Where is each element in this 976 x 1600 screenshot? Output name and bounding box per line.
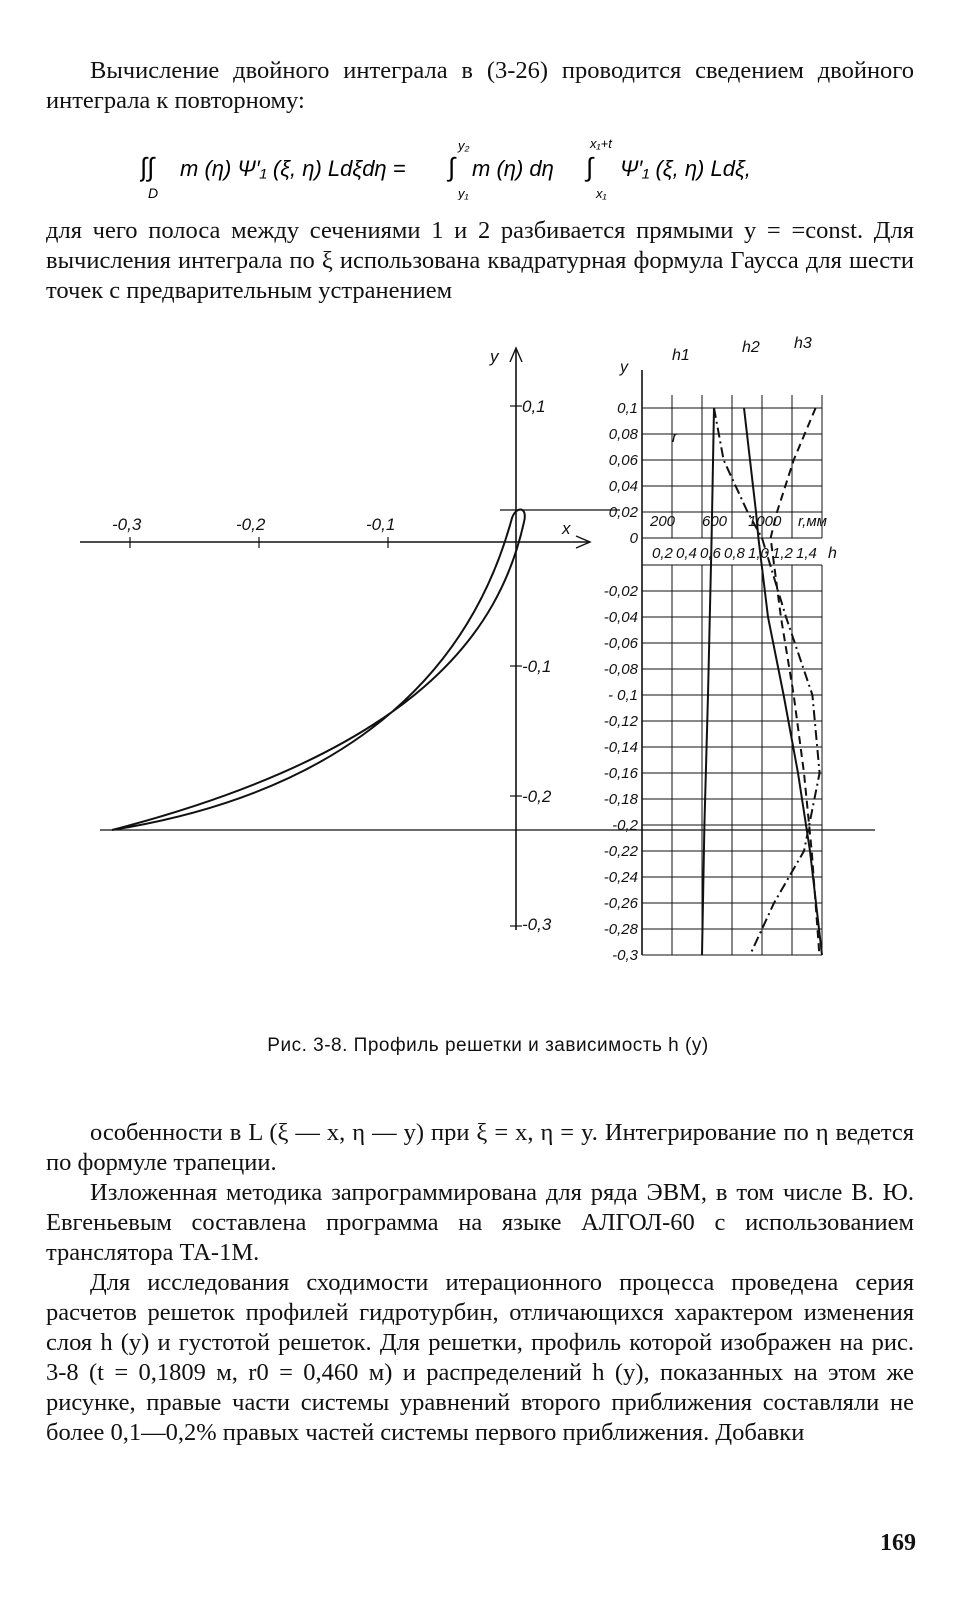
paragraph-strip: для чего полоса между сечениями 1 и 2 разбивается прямыми y = =const. Для вычисления интеграла по ξ использована квадратурная формула Гаусса для шести точек с предварительным устранением bbox=[46, 217, 914, 304]
svg-text:m (η) dη: m (η) dη bbox=[472, 156, 554, 181]
profile-y-label: y bbox=[490, 347, 499, 366]
svg-text:Ψ′₁ (ξ, η) Ldξ,: Ψ′₁ (ξ, η) Ldξ, bbox=[620, 156, 751, 181]
svg-text:∫: ∫ bbox=[448, 152, 456, 182]
r-tick: 600 bbox=[702, 513, 728, 530]
chart-y-tick: -0,28 bbox=[603, 921, 638, 938]
svg-text:m (η) Ψ′₁ (ξ, η) Ldξdη =: m (η) Ψ′₁ (ξ, η) Ldξdη = bbox=[180, 156, 406, 181]
h-axis-label: h bbox=[828, 545, 837, 562]
profile-x-tick: -0,2 bbox=[236, 515, 266, 534]
r-tick: 200 bbox=[650, 513, 676, 530]
chart-labels bbox=[619, 335, 837, 562]
profile-y-tick: -0,3 bbox=[522, 915, 552, 934]
h-tick: 0,4 bbox=[676, 545, 697, 562]
figure-svg bbox=[0, 330, 976, 1030]
svg-text:y₁: y₁ bbox=[458, 186, 469, 200]
svg-text:∫: ∫ bbox=[586, 152, 594, 182]
chart-y-tick: 0 bbox=[629, 530, 638, 547]
figure-caption: Рис. 3-8. Профиль решетки и зависимость h (y) bbox=[267, 1035, 709, 1056]
curve-label-h2: h2 bbox=[742, 339, 760, 356]
h-y-chart bbox=[604, 370, 822, 964]
curve-label-h1: h1 bbox=[672, 347, 690, 364]
chart-y-tick: -0,02 bbox=[603, 583, 638, 600]
h-tick: 0,6 bbox=[700, 545, 721, 562]
profile-x-tick: -0,3 bbox=[112, 515, 142, 534]
paragraph-singularity: особенности в L (ξ — x, η — y) при ξ = x, η = y. Интегрирование по η ведется по формуле трапеции. bbox=[46, 1119, 914, 1176]
curve-label-r: r bbox=[672, 429, 678, 446]
profile-x-tick: -0,1 bbox=[366, 515, 396, 534]
chart-y-tick: -0,2 bbox=[612, 817, 638, 834]
chart-y-tick: 0,08 bbox=[608, 426, 638, 443]
chart-y-tick: 0,1 bbox=[617, 400, 638, 417]
profile-labels bbox=[112, 347, 571, 934]
profile-plot bbox=[80, 348, 875, 930]
chart-y-tick: -0,12 bbox=[603, 713, 638, 730]
chart-y-tick: -0,26 bbox=[603, 895, 638, 912]
svg-text:x₁: x₁ bbox=[596, 186, 607, 200]
r-tick: 1000 bbox=[748, 513, 782, 530]
chart-y-label: y bbox=[620, 359, 628, 376]
h-tick: 0,2 bbox=[652, 545, 673, 562]
chart-y-tick: -0,24 bbox=[603, 869, 638, 886]
h-tick: 1,2 bbox=[772, 545, 793, 562]
chart-y-tick: -0,3 bbox=[612, 947, 638, 964]
chart-y-tick: -0,04 bbox=[603, 609, 638, 626]
svg-text:D: D bbox=[148, 185, 159, 200]
chart-y-tick: -0,18 bbox=[603, 791, 638, 808]
profile-x-label: x bbox=[562, 519, 571, 538]
paragraph-algol: Изложенная методика запрограммирована для ряда ЭВМ, в том числе В. Ю. Евгеньевым составлена программа на языке АЛГОЛ-60 с использованием транслятора ТА-1М. bbox=[46, 1179, 914, 1266]
figure-3-8 bbox=[0, 330, 976, 1030]
h-tick: 1,4 bbox=[796, 545, 817, 562]
chart-y-tick: 0,06 bbox=[608, 452, 638, 469]
paragraph-convergence: Для исследования сходимости итерационного процесса проведена серия расчетов решеток профилей гидротурбин, отличающихся характером изменения слоя h (y) и густотой решеток. Для решетки, профиль которой изображен на рис. 3-8 (t = 0,1809 м, r0 = 0,460 м) и распределений h (y), показанных на этом же рисунке, правые части системы уравнений второго приближения составляли не более 0,1—0,2% правых частей системы первого приближения. Добавки bbox=[46, 1269, 914, 1446]
blade-profile-contour bbox=[112, 509, 525, 830]
curve-h1 bbox=[702, 408, 714, 955]
r-axis-label: r,мм bbox=[798, 513, 827, 530]
chart-y-tick: -0,16 bbox=[603, 765, 638, 782]
h-tick: 1,0 bbox=[748, 545, 769, 562]
profile-y-tick: -0,2 bbox=[522, 787, 552, 806]
double-integral-formula bbox=[140, 138, 900, 200]
svg-text:∫∫: ∫∫ bbox=[140, 152, 155, 182]
curve-h2 bbox=[744, 408, 822, 955]
page-number: 169 bbox=[880, 1530, 916, 1556]
chart-y-tick: 0,02 bbox=[608, 504, 638, 521]
curve-label-h3: h3 bbox=[794, 335, 812, 352]
chart-y-tick: -0,08 bbox=[603, 661, 638, 678]
chart-y-tick: - 0,1 bbox=[607, 687, 638, 704]
chart-y-tick: -0,22 bbox=[603, 843, 638, 860]
svg-text:x₁+t: x₁+t bbox=[590, 138, 612, 151]
h-tick: 0,8 bbox=[724, 545, 745, 562]
curve-h3 bbox=[714, 408, 820, 955]
svg-text:y₂: y₂ bbox=[458, 138, 470, 153]
profile-y-tick: 0,1 bbox=[522, 397, 546, 416]
profile-y-tick: -0,1 bbox=[522, 657, 552, 676]
chart-y-tick: 0,04 bbox=[608, 478, 638, 495]
chart-y-tick: -0,06 bbox=[603, 635, 638, 652]
paragraph-intro: Вычисление двойного интеграла в (3-26) проводится сведением двойного интеграла к повторному: bbox=[46, 57, 914, 114]
chart-y-tick: -0,14 bbox=[603, 739, 638, 756]
formula-svg bbox=[140, 138, 900, 200]
